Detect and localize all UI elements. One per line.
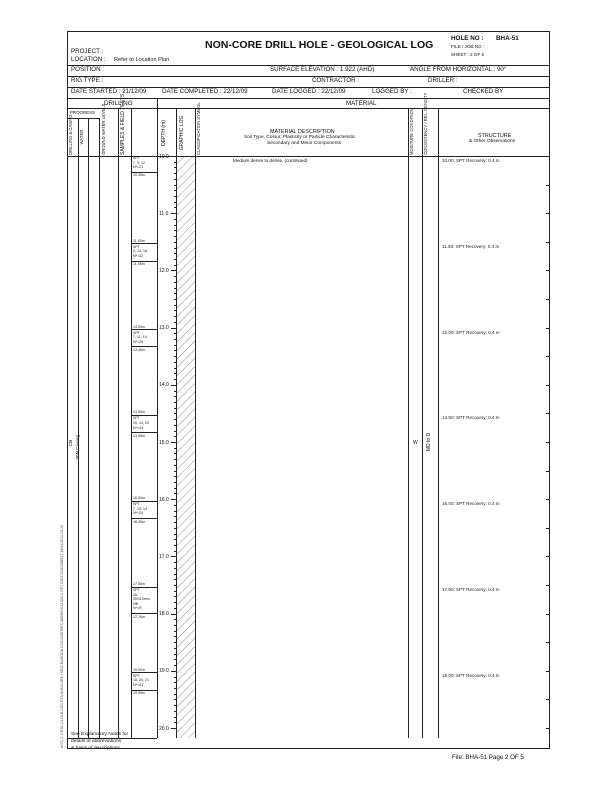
hole-no-label: HOLE NO : <box>451 35 484 42</box>
structure-observation: 13.00: SPT Recovery: 0.4 m <box>442 329 500 335</box>
depth-minor-tick <box>174 568 176 569</box>
structure-tick <box>546 385 550 386</box>
depth-minor-tick <box>174 185 176 186</box>
column-ground-water-levels: GROUND WATER LEVELS <box>101 103 106 155</box>
sample-bottom-depth: 11.95m <box>133 262 145 267</box>
depth-minor-tick <box>174 202 176 203</box>
depth-minor-tick <box>174 505 176 506</box>
depth-minor-tick <box>174 419 176 420</box>
depth-minor-tick <box>174 562 176 563</box>
depth-tick-label: 13.0 <box>159 325 169 332</box>
depth-minor-tick <box>174 310 176 311</box>
depth-minor-tick <box>174 162 176 163</box>
depth-minor-tick <box>174 259 176 260</box>
file-job-label: FILE / JOB NO : <box>451 44 485 49</box>
footer-side-text: AGS_1.4 RTA 1.0 GLB LOG RTA NONCORE HOLE BAROON DISCOVERIES ABBREVIATION 2.GPJ GINT DOCUMENT 19/04/2011 10:15 <box>60 525 64 748</box>
contractor-label: CONTRACTOR : <box>312 77 359 84</box>
depth-tick-label: 20.0 <box>159 725 169 732</box>
depth-minor-tick <box>174 242 176 243</box>
depth-minor-tick <box>174 545 176 546</box>
structure-tick <box>546 213 550 214</box>
depth-minor-tick <box>174 305 176 306</box>
sheet-label: SHEET : 2 OF 5 <box>451 52 485 57</box>
sample-bottom-depth: 16.45m <box>133 519 145 524</box>
location-label: LOCATION : <box>71 56 106 63</box>
sample-top-depth: 11.50m <box>133 238 145 243</box>
depth-minor-tick <box>174 465 176 466</box>
depth-minor-tick <box>174 333 176 334</box>
depth-tick-label: 17.0 <box>159 553 169 560</box>
structure-observation: 11.50: SPT Recovery: 0.4 m <box>442 243 500 249</box>
depth-minor-tick <box>174 591 176 592</box>
depth-major-tick <box>171 556 176 557</box>
structure-tick <box>546 242 550 243</box>
sample-top-depth: 19.00m <box>133 667 145 672</box>
checked-by: CHECKED BY <box>463 88 504 95</box>
depth-minor-tick <box>174 345 176 346</box>
depth-minor-tick <box>174 642 176 643</box>
structure-tick <box>546 299 550 300</box>
depth-minor-tick <box>174 694 176 695</box>
depth-tick-label: 15.0 <box>159 439 169 446</box>
sample-top-depth: 17.50m <box>133 582 145 586</box>
depth-tick-label: 12.0 <box>159 267 169 274</box>
moisture-value: W <box>413 440 418 446</box>
column-consistency: CONSISTENCY / REL. DENSITY <box>423 92 428 155</box>
drilling-method-note: NW Casing <box>76 434 81 460</box>
depth-major-tick <box>171 270 176 271</box>
depth-minor-tick <box>174 253 176 254</box>
depth-minor-tick <box>174 602 176 603</box>
depth-minor-tick <box>174 288 176 289</box>
hole-no-value: BHA-51 <box>496 35 519 42</box>
depth-minor-tick <box>174 596 176 597</box>
depth-minor-tick <box>174 511 176 512</box>
depth-minor-tick <box>174 551 176 552</box>
depth-minor-tick <box>174 648 176 649</box>
depth-tick-label: 10.0 <box>159 153 169 160</box>
structure-tick <box>546 642 550 643</box>
depth-minor-tick <box>174 322 176 323</box>
depth-minor-tick <box>174 471 176 472</box>
depth-minor-tick <box>174 625 176 626</box>
depth-major-tick <box>171 728 176 729</box>
structure-tick <box>546 728 550 729</box>
depth-minor-tick <box>174 362 176 363</box>
graphic-log-hatch <box>176 156 195 738</box>
depth-major-tick <box>171 385 176 386</box>
location-value: Refer to Location Plan <box>114 56 170 63</box>
depth-minor-tick <box>174 654 176 655</box>
section-drilling: DRILLING <box>104 99 133 107</box>
depth-minor-tick <box>174 516 176 517</box>
depth-minor-tick <box>174 207 176 208</box>
depth-minor-tick <box>174 299 176 300</box>
depth-minor-tick <box>174 688 176 689</box>
depth-minor-tick <box>174 488 176 489</box>
sample-spt-result: SPT 7, 10, 14 N*=24 <box>133 502 147 516</box>
depth-major-tick <box>171 442 176 443</box>
footer-note-line3: & basis of descriptions. <box>71 746 122 751</box>
depth-minor-tick <box>174 459 176 460</box>
depth-minor-tick <box>174 196 176 197</box>
sample-bottom-depth: 17.76m <box>133 614 145 619</box>
depth-minor-tick <box>174 339 176 340</box>
sample-bottom-depth: 10.45m <box>133 173 145 178</box>
sample-bottom-depth: 19.45m <box>133 691 145 696</box>
structure-tick <box>546 699 550 700</box>
structure-observation: 17.50: SPT Recovery: 0.4 m <box>442 587 500 592</box>
depth-minor-tick <box>174 248 176 249</box>
depth-minor-tick <box>174 453 176 454</box>
depth-tick-label: 16.0 <box>159 496 169 503</box>
structure-tick <box>546 356 550 357</box>
sample-bottom-depth: 13.45m <box>133 347 145 352</box>
depth-minor-tick <box>174 173 176 174</box>
depth-minor-tick <box>174 534 176 535</box>
depth-minor-tick <box>174 528 176 529</box>
depth-tick-label: 11.0 <box>159 210 169 217</box>
depth-major-tick <box>171 671 176 672</box>
structure-tick <box>546 585 550 586</box>
depth-major-tick <box>171 499 176 500</box>
surface-elevation: SURFACE ELEVATION : 1.922 (AHD) <box>270 66 375 73</box>
date-logged: DATE LOGGED : 22/12/09 <box>272 88 346 95</box>
structure-tick <box>546 528 550 529</box>
depth-minor-tick <box>174 636 176 637</box>
material-description-text: Medium dense to dense. (continued) <box>233 158 308 163</box>
depth-minor-tick <box>174 665 176 666</box>
depth-major-tick <box>171 328 176 329</box>
depth-minor-tick <box>174 608 176 609</box>
depth-minor-tick <box>174 682 176 683</box>
material-description-line2: Secondary and Minor Components <box>267 141 342 146</box>
depth-minor-tick <box>174 179 176 180</box>
structure-tick <box>546 614 550 615</box>
structure-tick <box>546 413 550 414</box>
depth-minor-tick <box>174 722 176 723</box>
structure-tick <box>546 471 550 472</box>
depth-major-tick <box>171 156 176 157</box>
angle-from-horizontal: ANGLE FROM HORIZONTAL : 90° <box>410 66 507 73</box>
depth-minor-tick <box>174 236 176 237</box>
structure-tick <box>546 671 550 672</box>
depth-major-tick <box>171 614 176 615</box>
sample-spt-result: SPT 7, 9, 12 N*=21 <box>133 156 145 170</box>
depth-minor-tick <box>174 436 176 437</box>
drilling-method: CB <box>69 439 74 447</box>
depth-minor-tick <box>174 631 176 632</box>
column-classification-symbol: CLASSIFICATION SYMBOL <box>196 102 201 155</box>
depth-minor-tick <box>174 482 176 483</box>
structure-observation: 16.00: SPT Recovery: 0.4 m <box>442 501 500 507</box>
depth-minor-tick <box>174 705 176 706</box>
depth-tick-label: 18.0 <box>159 611 169 618</box>
depth-minor-tick <box>174 493 176 494</box>
driller-label: DRILLER : <box>428 77 458 84</box>
depth-minor-tick <box>174 711 176 712</box>
column-graphic-log: GRAPHIC LOG <box>179 115 185 151</box>
depth-minor-tick <box>174 476 176 477</box>
structure-tick <box>546 556 550 557</box>
depth-minor-tick <box>174 448 176 449</box>
structure-observation: 19.00: SPT Recovery: 0.4 m <box>442 672 500 678</box>
depth-tick-label: 14.0 <box>159 382 169 389</box>
structure-tick <box>546 185 550 186</box>
sample-top-depth: 16.00m <box>133 496 145 501</box>
depth-minor-tick <box>174 293 176 294</box>
structure-tick <box>546 156 550 157</box>
depth-minor-tick <box>174 431 176 432</box>
sample-spt-result: SPT 7, 11, 14 N*=25 <box>133 330 147 344</box>
sample-top-depth: 14.50m <box>133 410 145 415</box>
date-started: DATE STARTED : 21/12/09 <box>71 88 147 95</box>
depth-minor-tick <box>174 539 176 540</box>
depth-minor-tick <box>174 230 176 231</box>
structure-tick <box>546 270 550 271</box>
depth-minor-tick <box>174 373 176 374</box>
footer-note-line2: details of abbreviations <box>71 739 122 744</box>
depth-minor-tick <box>174 425 176 426</box>
depth-minor-tick <box>174 396 176 397</box>
depth-minor-tick <box>174 408 176 409</box>
depth-minor-tick <box>174 379 176 380</box>
rig-type-label: RIG TYPE : <box>71 77 104 84</box>
depth-major-tick <box>171 213 176 214</box>
section-material: MATERIAL <box>346 99 377 107</box>
sample-spt-result: SPT 10, 14, 20 N*=34 <box>133 416 149 430</box>
column-progress: PROGRESS <box>70 110 95 115</box>
structure-observation: 10.00: SPT Recovery: 0.4 m <box>442 158 500 163</box>
column-samples-field-tests: SAMPLES & FIELD TESTS <box>120 93 126 155</box>
depth-minor-tick <box>174 282 176 283</box>
structure-tick <box>546 499 550 500</box>
depth-minor-tick <box>174 356 176 357</box>
project-label: PROJECT : <box>71 48 104 55</box>
depth-minor-tick <box>174 391 176 392</box>
consistency-value: MD to D <box>426 432 432 452</box>
depth-minor-tick <box>174 677 176 678</box>
structure-observation: 14.50: SPT Recovery: 0.4 m <box>442 415 500 421</box>
depth-minor-tick <box>174 219 176 220</box>
sample-bottom-depth: 14.95m <box>133 433 145 438</box>
depth-tick-label: 19.0 <box>159 668 169 675</box>
column-water: WATER <box>79 129 84 145</box>
structure-title: STRUCTURE <box>478 133 512 139</box>
logged-by: LOGGED BY : <box>372 88 412 95</box>
column-drilling-casing: DRILLING & CASING <box>68 114 73 155</box>
depth-minor-tick <box>174 265 176 266</box>
depth-minor-tick <box>174 316 176 317</box>
depth-minor-tick <box>174 717 176 718</box>
depth-minor-tick <box>174 225 176 226</box>
depth-minor-tick <box>174 190 176 191</box>
sample-spt-result: SPT 15, 20, 21 N*=41 <box>133 673 149 687</box>
sample-top-depth: 13.00m <box>133 324 145 329</box>
depth-minor-tick <box>174 585 176 586</box>
date-completed: DATE COMPLETED : 22/12/09 <box>162 88 248 95</box>
sample-spt-result: SPT 26, 30/110mm HB N*=R <box>133 588 150 611</box>
sample-spt-result: SPT 9, 14, 18 N*=32 <box>133 244 147 258</box>
depth-minor-tick <box>174 574 176 575</box>
structure-tick <box>546 328 550 329</box>
depth-minor-tick <box>174 413 176 414</box>
depth-minor-tick <box>174 350 176 351</box>
column-moisture-condition: MOISTURE CONDITION <box>409 108 414 155</box>
material-description-title: MATERIAL DESCRIPTION <box>270 129 335 135</box>
footer-file-reference: File: BHA-51 Page 2 OF 5 <box>452 754 524 761</box>
depth-minor-tick <box>174 659 176 660</box>
depth-minor-tick <box>174 522 176 523</box>
material-description-line1: Soil Type, Colour, Plasticity or Particle Characteristic <box>244 135 356 140</box>
depth-minor-tick <box>174 368 176 369</box>
page-title: NON-CORE DRILL HOLE - GEOLOGICAL LOG <box>205 39 434 51</box>
structure-tick <box>546 442 550 443</box>
column-depth: DEPTH (m) <box>161 120 167 146</box>
depth-minor-tick <box>174 276 176 277</box>
depth-minor-tick <box>174 619 176 620</box>
depth-minor-tick <box>174 699 176 700</box>
depth-minor-tick <box>174 579 176 580</box>
structure-subtitle: & Other Observations <box>469 139 516 144</box>
footer-note-line1: See Explanatory Notes for <box>71 732 129 737</box>
position-label: POSITION : <box>71 66 105 73</box>
depth-minor-tick <box>174 167 176 168</box>
depth-minor-tick <box>174 402 176 403</box>
